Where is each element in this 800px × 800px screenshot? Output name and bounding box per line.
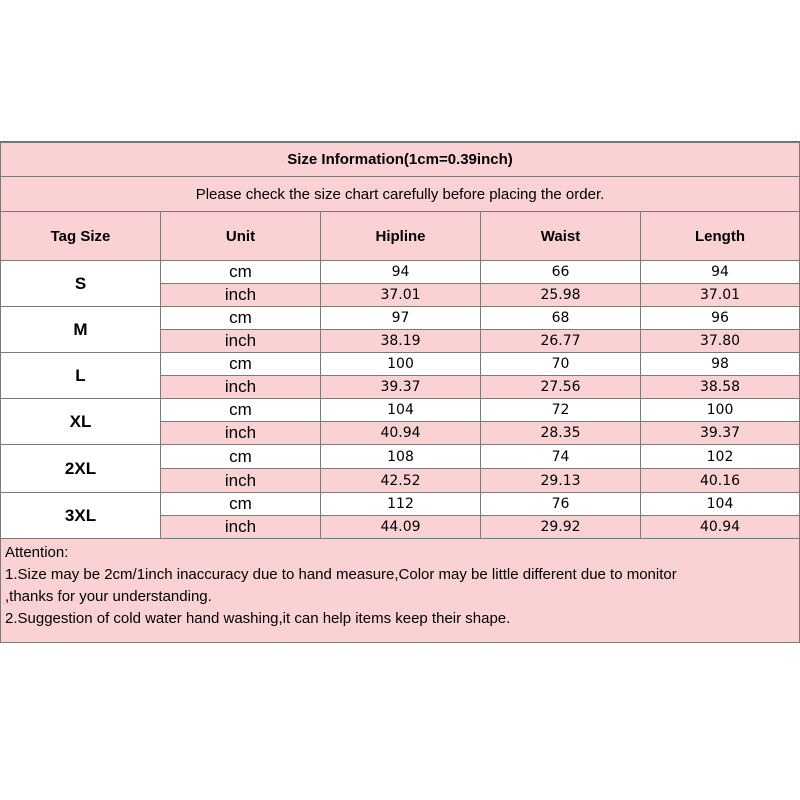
length-cell: 94 [641, 261, 800, 284]
header-unit: Unit [161, 212, 321, 261]
waist-cell: 76 [481, 493, 641, 516]
unit-cell: inch [161, 284, 321, 307]
waist-cell: 74 [481, 445, 641, 469]
length-cell: 96 [641, 307, 800, 330]
length-cell: 40.94 [641, 516, 800, 539]
table-row [1, 307, 800, 330]
notes-row [1, 539, 800, 643]
attention-note-1: 1.Size may be 2cm/1inch inaccuracy due to hand measure,Color may be little different due to monitor [5, 566, 677, 583]
attention-note-1-cont: ,thanks for your understanding. [5, 588, 212, 605]
length-cell: 38.58 [641, 376, 800, 399]
tag-size-cell: S [1, 261, 161, 307]
header-hipline: Hipline [321, 212, 481, 261]
hipline-cell: 94 [321, 261, 481, 284]
hipline-cell: 39.37 [321, 376, 481, 399]
subtitle-row [1, 177, 800, 212]
table-subtitle: Please check the size chart carefully before placing the order. [1, 177, 800, 212]
unit-cell: inch [161, 422, 321, 445]
table-title: Size Information(1cm=0.39inch) [1, 143, 800, 177]
unit-cell: cm [161, 493, 321, 516]
unit-cell: cm [161, 261, 321, 284]
hipline-cell: 38.19 [321, 330, 481, 353]
length-cell: 40.16 [641, 469, 800, 493]
length-cell: 100 [641, 399, 800, 422]
waist-cell: 72 [481, 399, 641, 422]
unit-cell: inch [161, 516, 321, 539]
hipline-cell: 44.09 [321, 516, 481, 539]
title-row [1, 143, 800, 177]
waist-cell: 27.56 [481, 376, 641, 399]
table-row [1, 261, 800, 284]
unit-cell: cm [161, 353, 321, 376]
table-row [1, 353, 800, 376]
table-row [1, 399, 800, 422]
hipline-cell: 97 [321, 307, 481, 330]
length-cell: 104 [641, 493, 800, 516]
waist-cell: 70 [481, 353, 641, 376]
length-cell: 39.37 [641, 422, 800, 445]
unit-cell: cm [161, 445, 321, 469]
tag-size-cell: M [1, 307, 161, 353]
unit-cell: inch [161, 376, 321, 399]
unit-cell: cm [161, 399, 321, 422]
hipline-cell: 40.94 [321, 422, 481, 445]
hipline-cell: 108 [321, 445, 481, 469]
header-tag-size: Tag Size [1, 212, 161, 261]
hipline-cell: 100 [321, 353, 481, 376]
unit-cell: cm [161, 307, 321, 330]
tag-size-cell: 2XL [1, 445, 161, 493]
length-cell: 102 [641, 445, 800, 469]
waist-cell: 26.77 [481, 330, 641, 353]
header-length: Length [641, 212, 800, 261]
attention-notes [1, 539, 800, 643]
tag-size-cell: L [1, 353, 161, 399]
length-cell: 37.80 [641, 330, 800, 353]
header-waist: Waist [481, 212, 641, 261]
attention-note-2: 2.Suggestion of cold water hand washing,it can help items keep their shape. [5, 610, 511, 627]
table-row [1, 493, 800, 516]
hipline-cell: 42.52 [321, 469, 481, 493]
waist-cell: 25.98 [481, 284, 641, 307]
unit-cell: inch [161, 469, 321, 493]
waist-cell: 68 [481, 307, 641, 330]
hipline-cell: 37.01 [321, 284, 481, 307]
waist-cell: 29.92 [481, 516, 641, 539]
waist-cell: 66 [481, 261, 641, 284]
attention-heading: Attention: [5, 544, 69, 561]
header-row [1, 212, 800, 261]
hipline-cell: 104 [321, 399, 481, 422]
unit-cell: inch [161, 330, 321, 353]
table-row [1, 445, 800, 469]
waist-cell: 28.35 [481, 422, 641, 445]
waist-cell: 29.13 [481, 469, 641, 493]
tag-size-cell: XL [1, 399, 161, 445]
length-cell: 98 [641, 353, 800, 376]
tag-size-cell: 3XL [1, 493, 161, 539]
hipline-cell: 112 [321, 493, 481, 516]
size-chart-table [0, 142, 800, 643]
length-cell: 37.01 [641, 284, 800, 307]
